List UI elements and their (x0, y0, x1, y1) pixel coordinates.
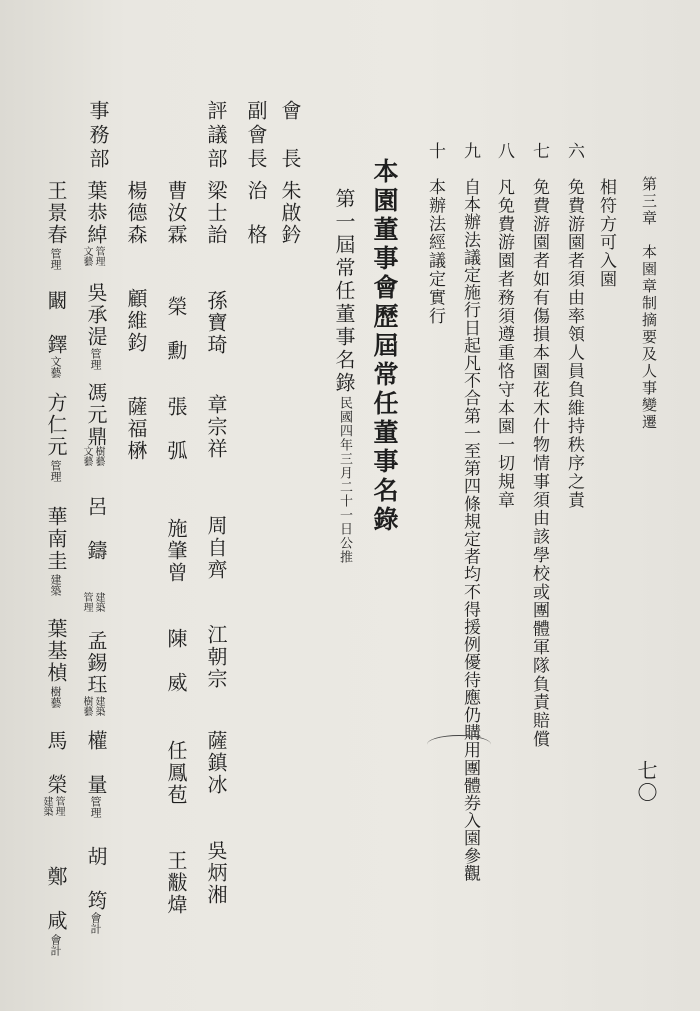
annotation-bracket (427, 735, 491, 754)
vice-chairman-role: 副會長 (244, 100, 268, 172)
affairs-member-note: 管理 (89, 796, 102, 818)
council-member: 薩鎮冰 (204, 730, 228, 796)
council-member: 江朝宗 (204, 624, 228, 690)
council-member: 薩福楙 (124, 396, 148, 462)
affairs-member: 闞 鐸 (44, 290, 68, 356)
regulation-number: 七 (529, 142, 549, 159)
affairs-member-note: 管理 (89, 348, 102, 370)
affairs-member-note: 管理 (49, 460, 62, 482)
affairs-role: 事務部 (86, 100, 110, 172)
affairs-member-note: 管理 (93, 246, 104, 266)
regulation-text: 本辦法經議定實行 (425, 178, 445, 326)
affairs-member-note: 管理 (49, 248, 62, 270)
affairs-member: 馮元鼎 (84, 382, 108, 448)
affairs-member: 葉恭綽 (84, 180, 108, 246)
council-member: 梁士詒 (204, 180, 228, 246)
council-member: 周自齊 (204, 515, 228, 581)
council-member: 任鳳苞 (164, 740, 188, 806)
council-member: 曹汝霖 (164, 180, 188, 246)
affairs-member-note: 樹藝 (81, 696, 92, 716)
affairs-member-note: 會計 (89, 912, 102, 934)
council-member: 吳炳湘 (204, 840, 228, 906)
affairs-member: 馬 榮 (44, 730, 68, 796)
council-member: 王黻煒 (164, 850, 188, 916)
regulation-text: 自本辦法議定施行日起凡不合第一至第四條規定者均不得援例優待應仍購用團體券入園參觀 (460, 178, 480, 882)
regulation-text: 凡免費游園者務須遵重恪守本園一切規章 (494, 178, 514, 510)
session-heading: 第一屆常任董事名錄 (332, 188, 356, 395)
affairs-member: 權 量 (84, 730, 108, 796)
council-member: 章宗祥 (204, 394, 228, 460)
affairs-member: 呂 鑄 (84, 496, 108, 562)
affairs-member-note: 樹藝 (93, 446, 104, 466)
council-member: 楊德森 (124, 180, 148, 246)
affairs-member: 孟錫珏 (84, 630, 108, 696)
affairs-member: 方仁元 (44, 392, 68, 458)
council-member: 孫寶琦 (204, 290, 228, 356)
affairs-member: 王景春 (44, 180, 68, 246)
affairs-member-note: 建築 (93, 592, 104, 612)
affairs-member-note: 樹藝 (49, 686, 62, 708)
regulation-number: 十 (425, 142, 445, 159)
affairs-member-note: 管理 (53, 796, 64, 816)
chapter-heading: 第三章 本園章制摘要及人事變遷 (640, 176, 658, 431)
council-member: 施肇曾 (164, 518, 188, 584)
vice-chairman-name: 治 格 (244, 180, 268, 246)
affairs-member-note: 文藝 (81, 246, 92, 266)
page-number: 七〇 (634, 760, 658, 804)
regulation-number: 八 (494, 142, 514, 159)
affairs-member: 鄭 咸 (44, 866, 68, 932)
chairman-role: 會 長 (278, 100, 302, 172)
regulation-text: 免費游園者如有傷損本園花木什物情事須由該學校或團體軍隊負責賠償 (529, 178, 549, 749)
council-member: 顧維鈞 (124, 288, 148, 354)
chairman-name: 朱啟鈐 (278, 180, 302, 246)
affairs-member: 吳承湜 (84, 282, 108, 348)
affairs-member-note: 文藝 (49, 356, 62, 378)
council-member: 陳 威 (164, 628, 188, 694)
council-member: 張 弧 (164, 396, 188, 462)
affairs-member-note: 建築 (93, 696, 104, 716)
regulation-number: 六 (564, 142, 584, 159)
regulation-number: 九 (460, 142, 480, 159)
regulation-continuation: 相符方可入園 (596, 178, 616, 289)
regulation-text: 免費游園者須由率領人員負維持秩序之責 (564, 178, 584, 510)
affairs-member-note: 建築 (49, 574, 62, 596)
affairs-member-note: 文藝 (81, 446, 92, 466)
affairs-member-note: 管理 (81, 592, 92, 612)
affairs-member: 胡 筠 (84, 846, 108, 912)
affairs-member-note: 建築 (41, 796, 52, 816)
affairs-member: 葉基楨 (44, 618, 68, 684)
council-member: 榮 勳 (164, 296, 188, 362)
session-date: 民國四年三月二十一日公推 (337, 396, 352, 564)
council-role: 評議部 (204, 100, 228, 172)
affairs-member-note: 會計 (49, 934, 62, 956)
affairs-member: 華南圭 (44, 506, 68, 572)
roster-title: 本園董事會歷屆常任董事名錄 (370, 158, 399, 535)
